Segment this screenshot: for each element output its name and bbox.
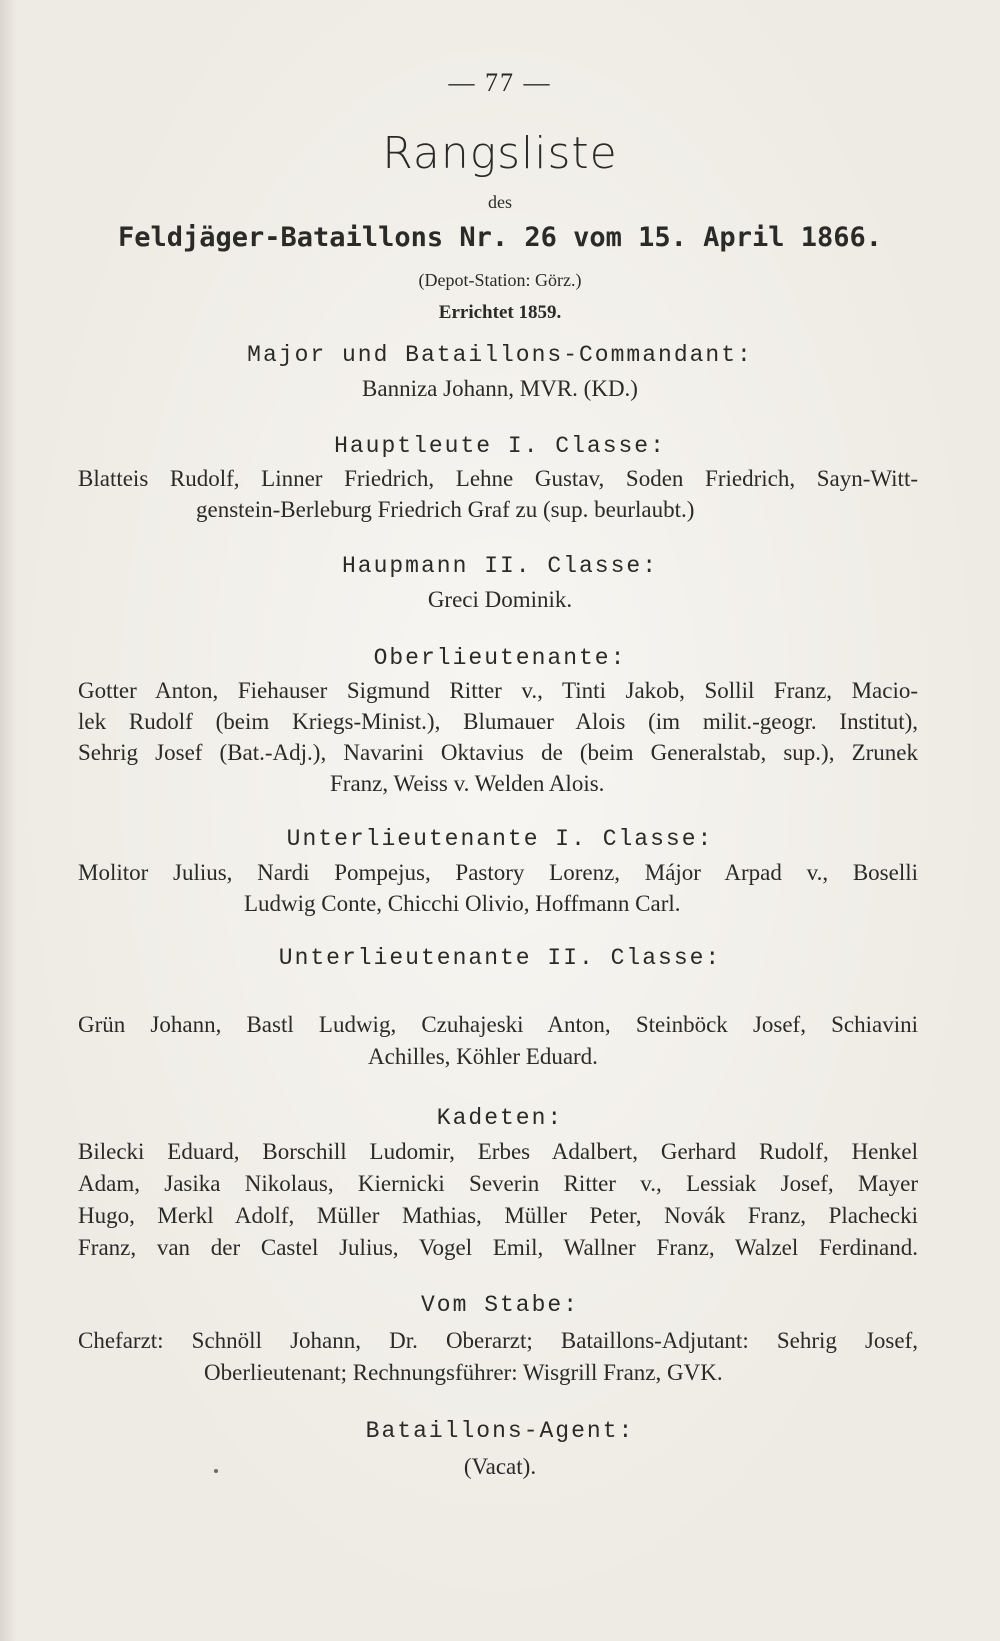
kadeten-line: Bilecki Eduard, Borschill Ludomir, Erbes Adalbert, Gerhard Rudolf, Henkel <box>78 1139 918 1164</box>
unterlieutenante-1-line: Molitor Julius, Nardi Pompejus, Pastory Lorenz, Májor Arpad v., Boselli <box>78 860 918 885</box>
stabe-line: Chefarzt: Schnöll Johann, Dr. Oberarzt; Bataillons-Adjutant: Sehrig Josef, <box>78 1328 918 1353</box>
agent-line: (Vacat). <box>463 1454 537 1479</box>
title-connector: des <box>488 192 512 212</box>
kadeten-line: Adam, Jasika Nikolaus, Kiernicki Severin Ritter v., Lessiak Josef, Mayer <box>78 1171 918 1196</box>
section-heading-unterlieutenante-2: Unterlieutenante II. Classe: <box>278 945 722 971</box>
section-heading-agent: Bataillons-Agent: <box>365 1418 635 1444</box>
kadeten-line: Franz, van der Castel Julius, Vogel Emil, Wallner Franz, Walzel Ferdinand. <box>78 1235 918 1260</box>
paper-speck <box>214 1469 218 1473</box>
established-year: Errichtet 1859. <box>438 302 562 323</box>
hauptmann-2-line: Greci Dominik. <box>427 587 573 612</box>
unterlieutenante-2-line: Grün Johann, Bastl Ludwig, Czuhajeski Anton, Steinböck Josef, Schiavini <box>78 1012 918 1037</box>
page-number: — 77 — <box>448 68 552 97</box>
document-title: Rangsliste <box>382 128 618 179</box>
depot-station: (Depot-Station: Görz.) <box>418 270 582 290</box>
oberlieutenante-line: Sehrig Josef (Bat.-Adj.), Navarini Oktavius de (beim Generalstab, sup.), Zrunek <box>78 740 918 765</box>
section-heading-major: Major und Bataillons-Commandant: <box>247 342 753 368</box>
kadeten-line: Hugo, Merkl Adolf, Müller Mathias, Müller Peter, Novák Franz, Plachecki <box>78 1203 918 1228</box>
oberlieutenante-line: Gotter Anton, Fiehauser Sigmund Ritter v., Tinti Jakob, Sollil Franz, Macio- <box>78 678 918 703</box>
stabe-line: Oberlieutenant; Rechnungsführer: Wisgrill Franz, GVK. <box>204 1360 723 1385</box>
unit-title: Feldjäger-Bataillons Nr. 26 vom 15. April 1866. <box>117 222 882 253</box>
section-heading-unterlieutenante-1: Unterlieutenante I. Classe: <box>286 826 714 852</box>
oberlieutenante-line: lek Rudolf (beim Kriegs-Minist.), Blumauer Alois (im milit.-geogr. Institut), <box>78 709 918 734</box>
section-heading-hauptleute-1: Hauptleute I. Classe: <box>334 433 666 459</box>
section-heading-stabe: Vom Stabe: <box>420 1292 580 1318</box>
oberlieutenante-line: Franz, Weiss v. Welden Alois. <box>330 771 605 796</box>
section-heading-hauptmann-2: Haupmann II. Classe: <box>341 553 659 579</box>
unterlieutenante-2-line: Achilles, Köhler Eduard. <box>368 1044 598 1069</box>
section-heading-kadeten: Kadeten: <box>436 1105 564 1131</box>
section-heading-oberlieutenante: Oberlieutenante: <box>373 645 627 671</box>
unterlieutenante-1-line: Ludwig Conte, Chicchi Olivio, Hoffmann Carl. <box>244 891 681 916</box>
hauptleute-1-line: Blatteis Rudolf, Linner Friedrich, Lehne Gustav, Soden Friedrich, Sayn-Witt- <box>78 466 918 491</box>
hauptleute-1-line: genstein-Berleburg Friedrich Graf zu (sup. beurlaubt.) <box>196 497 695 522</box>
major-line: Banniza Johann, MVR. (KD.) <box>362 376 638 401</box>
